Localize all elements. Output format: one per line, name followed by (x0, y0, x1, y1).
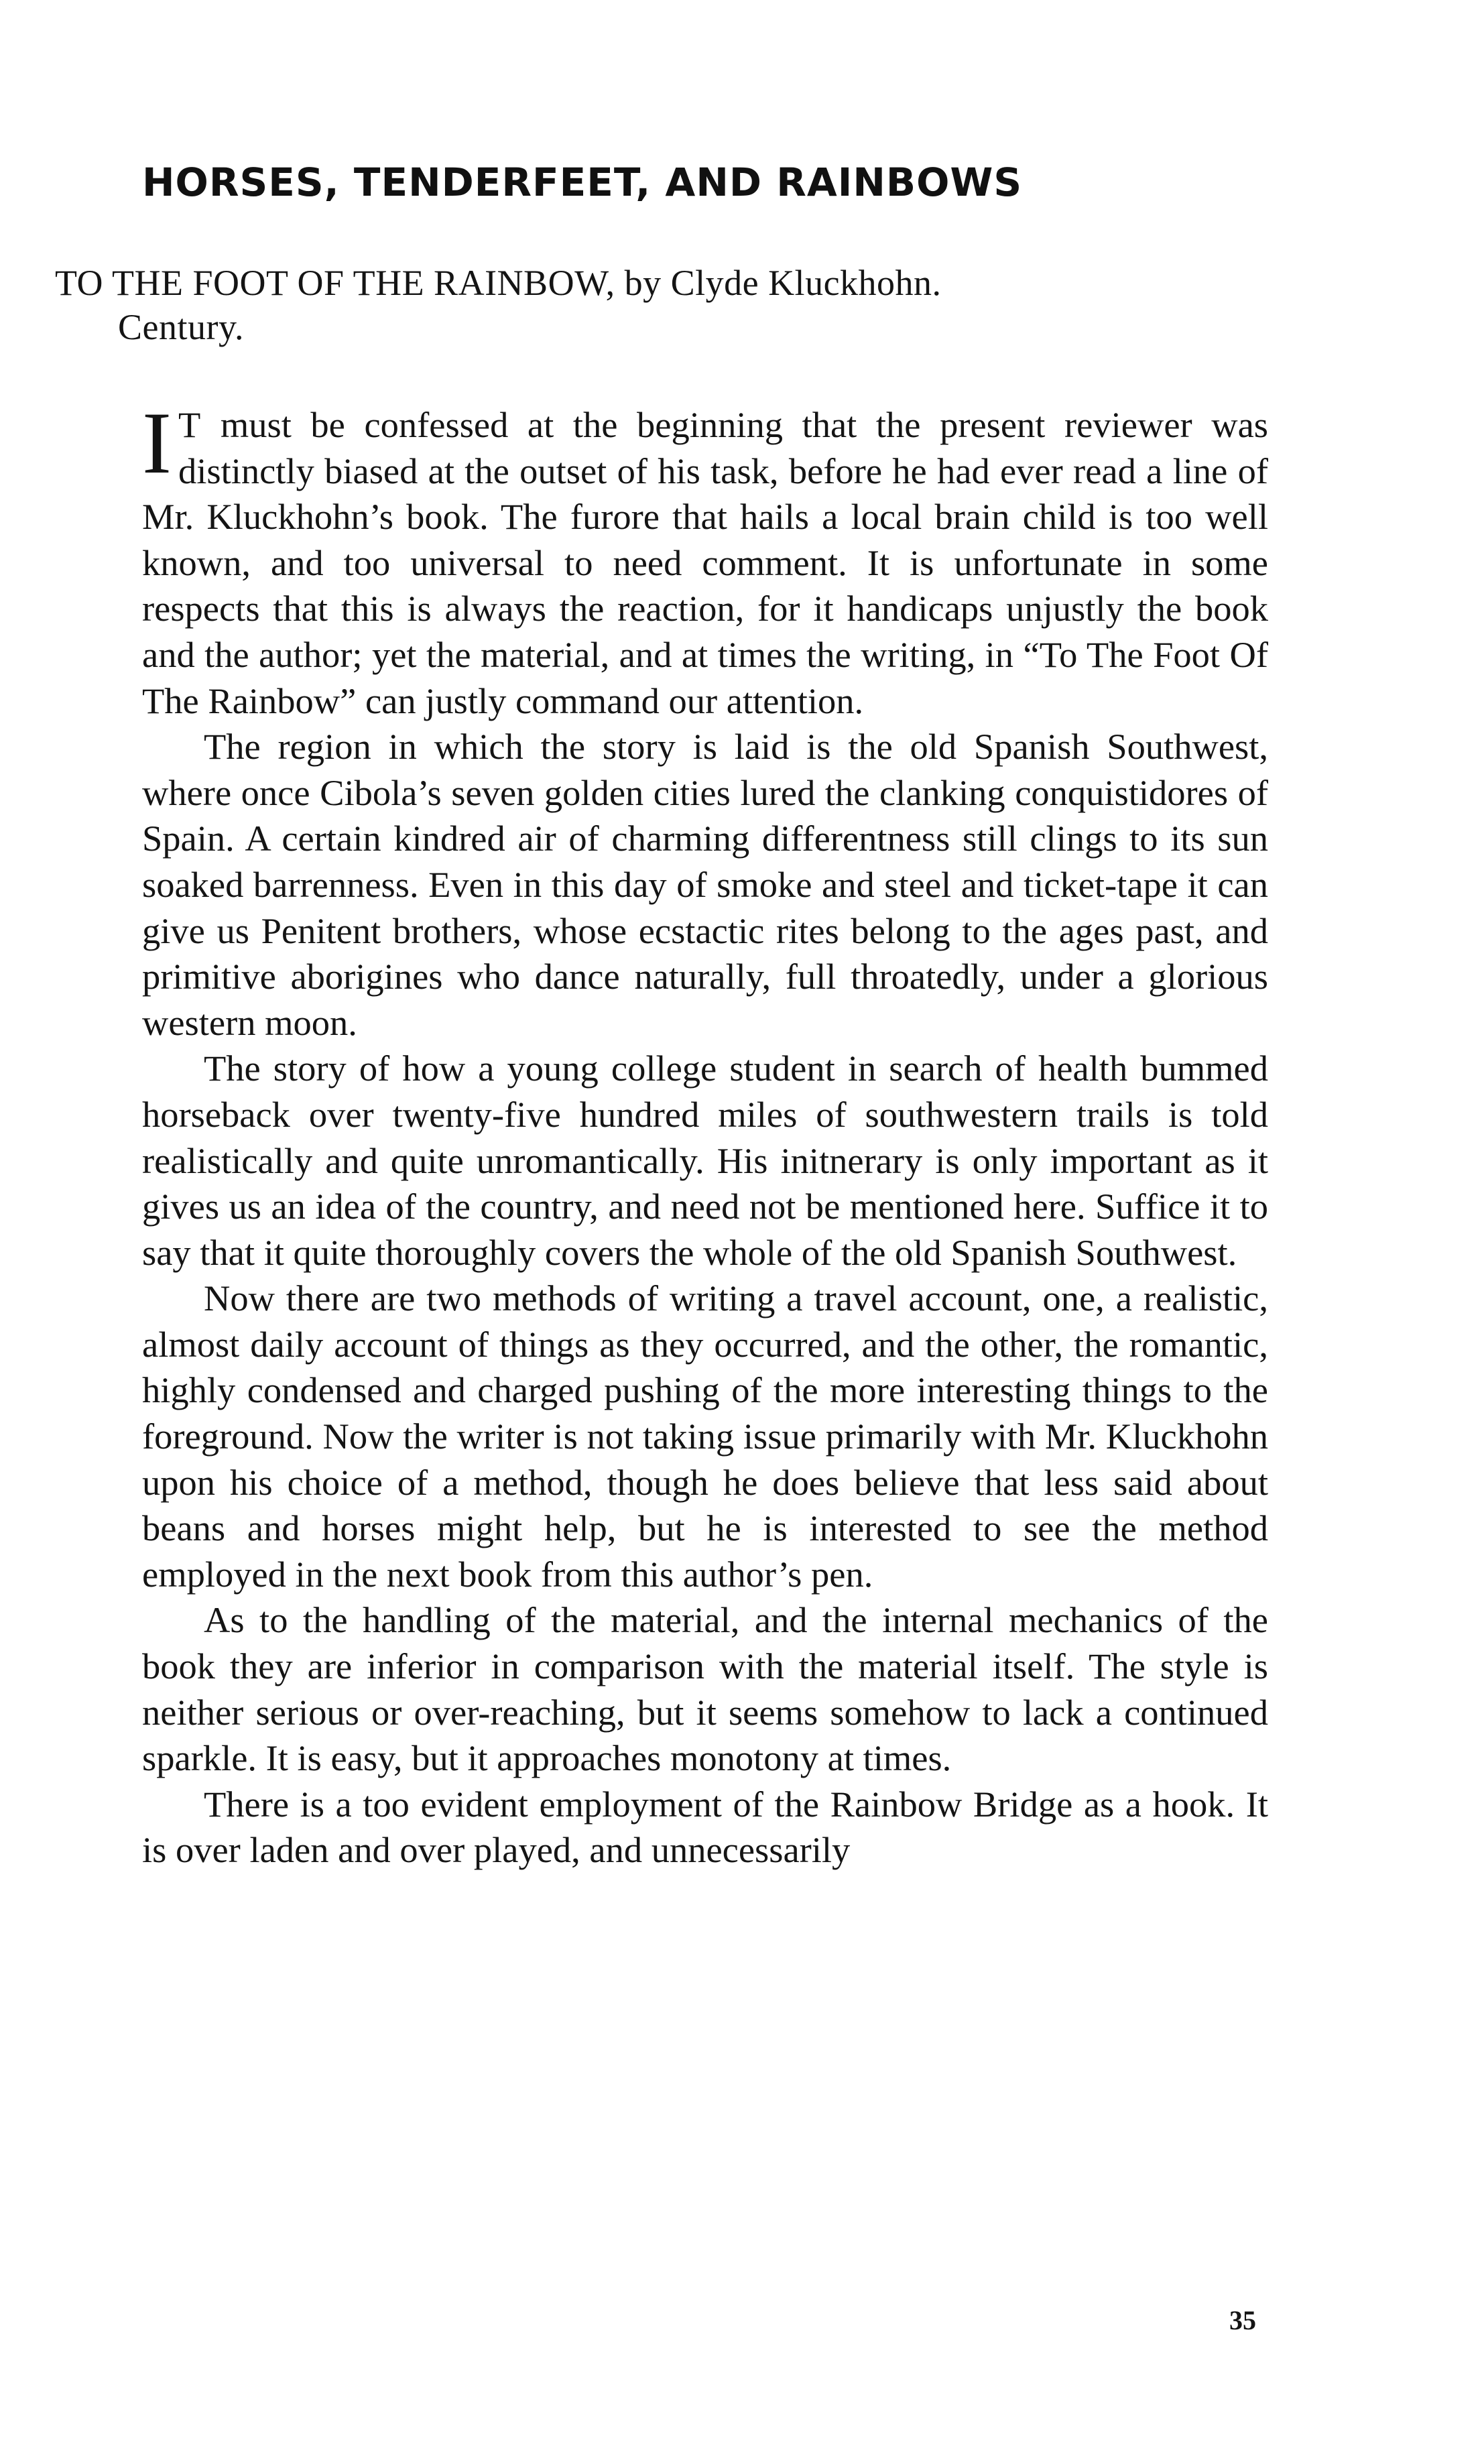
paragraph-6: There is a too evident employment of the Rainbow Bridge as a hook. It is over laden and over played, and unnecessarily (142, 1783, 1268, 1871)
paragraph-4: Now there are two methods of writing a travel account, one, a realistic, almost daily account of things as they occurred, and the other, the romantic, highly condensed and charged pushing of the more interesting things to the foreground. Now the writer is not taking issue primarily with Mr. Kluckhohn upon his choice of a method, though he does believe that less said about beans and horses might help, but he is interested to see the method employed in the next book from this author’s pen. (142, 1278, 1268, 1595)
article-body (142, 393, 1268, 1873)
review-citation-line1: TO THE FOOT OF THE RAINBOW, by Clyde Kluckhohn. (55, 263, 942, 303)
drop-cap: I (142, 393, 172, 492)
paragraph-3: The story of how a young college student in search of health bummed horseback over twenty-five hundred miles of southwestern trails is told realistically and quite unromantically. His initnerary is only important as it gives us an idea of the country, and need not be mentioned here. Suffice it to say that it quite thoroughly covers the whole of the old Spanish Southwest. (142, 1048, 1268, 1273)
first-word-rest: T (178, 404, 202, 445)
paragraph-5: As to the handling of the material, and the internal mechanics of the book they are inferior in comparison with the material itself. The style is neither serious or over-reaching, but it seems somehow to lack a continued sparkle. It is easy, but it approaches monotony at times. (142, 1599, 1268, 1779)
paragraph-1-text: must be confessed at the beginning that the present reviewer was distinctly biased at the outset of his task, before he had ever read a line of Mr. Kluckhohn’s book. The furore that hails a local brain child is too well known, and too universal to need comment. It is unfortunate in some respects that this is always the reaction, for it handicaps unjustly the book and the author; yet the material, and at times the writing, in “To The Foot Of The Rainbow” can justly command our attention. (142, 404, 1268, 721)
review-citation-line2: Century. (118, 307, 244, 347)
page-number: 35 (1229, 2305, 1256, 2335)
article-title: HORSES, TENDERFEET, AND RAINBOWS (142, 160, 1023, 205)
paragraph-2: The region in which the story is laid is the old Spanish Southwest, where once Cibola’s seven golden cities lured the clanking conquistidores of Spain. A certain kindred air of charming differentness still clings to its sun soaked barrenness. Even in this day of smoke and steel and ticket-tape it can give us Penitent brothers, whose ecstactic rites belong to the ages past, and primitive aborigines who dance naturally, full throatedly, under a glorious western moon. (142, 726, 1268, 1043)
paragraph-1 (142, 393, 1268, 724)
